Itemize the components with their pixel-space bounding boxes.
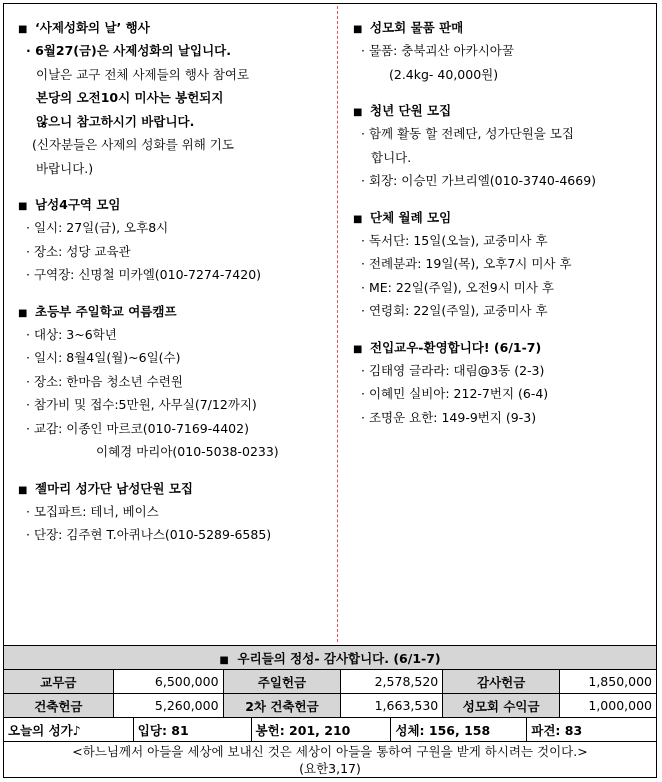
notice-section <box>353 16 649 86</box>
notice-line: · 이혜민 실비아: 212-7번지 (6-4) <box>361 386 549 401</box>
section-title <box>353 16 649 39</box>
section-title <box>18 193 336 216</box>
hymn-communion: 성체: 156, 158 <box>391 718 527 742</box>
offering-value: 5,260,000 <box>113 694 223 718</box>
section-title <box>18 16 336 39</box>
square-bullet-icon: ■ <box>353 343 363 355</box>
table-row <box>4 718 657 742</box>
square-bullet-icon: ■ <box>18 24 28 35</box>
notice-line: · 연령회: 22일(주일), 교중미사 후 <box>361 303 548 318</box>
offering-label: 성모회 수익금 <box>443 694 560 718</box>
section-title-text: 전입교우-환영합니다! (6/1-7) <box>370 339 542 355</box>
notice-line: 이날은 교구 전체 사제들의 행사 참여로 <box>36 66 250 82</box>
notice-line: · 참가비 및 접수:5만원, 사무실(7/12까지) <box>26 397 257 412</box>
verse-reference: (요한3,17) <box>299 761 361 776</box>
notice-section <box>353 99 649 193</box>
offering-value: 1,000,000 <box>560 694 657 718</box>
notice-line: (신자분들은 사제의 성화를 위해 기도 <box>32 137 234 152</box>
notice-line: · ME: 22일(주일), 오전9시 미사 후 <box>361 279 554 295</box>
square-bullet-icon: ■ <box>353 107 363 118</box>
notice-line: · 일시: 27일(금), 오후8시 <box>26 220 169 235</box>
notice-line: · 모집파트: 테너, 베이스 <box>26 503 159 519</box>
section-title-text: 젤마리 성가단 남성단원 모집 <box>35 480 193 496</box>
notice-line: · 구역장: 신명철 미카엘(010-7274-7420) <box>26 267 262 282</box>
verse-text: <하느님께서 아들을 세상에 보내신 것은 세상이 아들을 통하여 구원을 받게 하시려는 것이다.> <box>72 744 588 759</box>
notice-section <box>18 300 336 464</box>
square-bullet-icon: ■ <box>353 213 363 225</box>
offering-table <box>3 669 657 718</box>
notice-line: · 물품: 충북괴산 아카시아꿀 <box>361 43 514 58</box>
section-title-text: 성모회 물품 판매 <box>370 20 464 35</box>
offering-title: ■ 우리들의 정성- 감사합니다. (6/1-7) <box>4 646 657 670</box>
notice-line: 않으니 참고하시기 바랍니다. <box>36 113 195 129</box>
section-title-text: 단체 월례 모임 <box>370 209 452 225</box>
square-bullet-icon: ■ <box>18 307 28 319</box>
notice-line: 이혜경 마리아(010-5038-0233) <box>96 444 279 459</box>
table-row <box>4 694 657 718</box>
notice-line: · 김태영 글라라: 대림@3동 (2-3) <box>361 362 545 378</box>
notice-section <box>18 16 336 180</box>
offering-header <box>3 645 657 670</box>
notice-line: · 장소: 한마음 청소년 수련원 <box>26 373 183 389</box>
notice-line: · 6월27(금)은 사제성화의 날입니다. <box>26 43 231 58</box>
section-title-text: 남성4구역 모임 <box>35 197 121 212</box>
notice-section <box>18 193 336 287</box>
notice-section <box>353 336 649 430</box>
notice-line: · 장소: 성당 교육관 <box>26 243 131 259</box>
section-title <box>353 336 649 359</box>
notice-line: · 대상: 3~6학년 <box>26 326 117 342</box>
notice-line: · 일시: 8월4일(월)~6일(수) <box>26 350 181 365</box>
notice-line: 바랍니다.) <box>36 160 94 176</box>
notice-line: · 독서단: 15일(오늘), 교중미사 후 <box>361 232 548 248</box>
section-title-text: ‘사제성화의 날’ 행사 <box>35 20 150 35</box>
notice-line: · 교감: 이종인 마르코(010-7169-4402) <box>26 420 249 436</box>
offering-value: 1,850,000 <box>560 670 657 694</box>
square-bullet-icon: ■ <box>353 24 363 35</box>
notice-line: · 조명운 요한: 149-9번지 (9-3) <box>361 409 537 425</box>
notice-line: (2.4kg- 40,000원) <box>389 66 499 82</box>
notice-line: 합니다. <box>371 149 412 165</box>
notice-line: · 함께 활동 할 전례단, 성가단원을 모집 <box>361 126 574 141</box>
notice-line: · 단장: 김주현 T.아퀴나스(010-5289-6585) <box>26 527 272 542</box>
hymn-label: 오늘의 성가♪ <box>4 718 134 742</box>
offering-value: 2,578,520 <box>341 670 443 694</box>
section-title <box>18 300 336 323</box>
square-bullet-icon: ■ <box>18 484 28 496</box>
column-divider <box>337 6 338 642</box>
offering-value: 6,500,000 <box>113 670 223 694</box>
offering-value: 1,663,530 <box>341 694 443 718</box>
section-title <box>353 206 649 229</box>
notice-section <box>18 477 336 547</box>
hymn-offertory: 봉헌: 201, 210 <box>251 718 391 742</box>
hymn-table <box>3 717 657 742</box>
section-title <box>353 99 649 122</box>
section-title-text: 초등부 주일학교 여름캠프 <box>35 303 177 319</box>
left-column <box>18 16 336 547</box>
hymn-entrance: 입당: 81 <box>133 718 251 742</box>
right-column <box>353 16 649 429</box>
bible-verse <box>3 741 657 778</box>
hymn-dismissal: 파견: 83 <box>527 718 657 742</box>
table-row <box>4 670 657 694</box>
offering-label: 주일헌금 <box>223 670 341 694</box>
offering-label: 2차 건축헌금 <box>223 694 341 718</box>
notice-section <box>353 206 649 323</box>
notice-line: · 회장: 이승민 가브리엘(010-3740-4669) <box>361 173 597 188</box>
offering-label: 건축헌금 <box>4 694 114 718</box>
square-bullet-icon: ■ <box>18 201 28 212</box>
notice-line: 본당의 오전10시 미사는 봉헌되지 <box>36 90 224 105</box>
offering-label: 교무금 <box>4 670 114 694</box>
notice-line: · 전례분과: 19일(목), 오후7시 미사 후 <box>361 256 572 271</box>
section-title-text: 청년 단원 모집 <box>370 103 452 118</box>
offering-label: 감사헌금 <box>443 670 560 694</box>
section-title <box>18 477 336 500</box>
